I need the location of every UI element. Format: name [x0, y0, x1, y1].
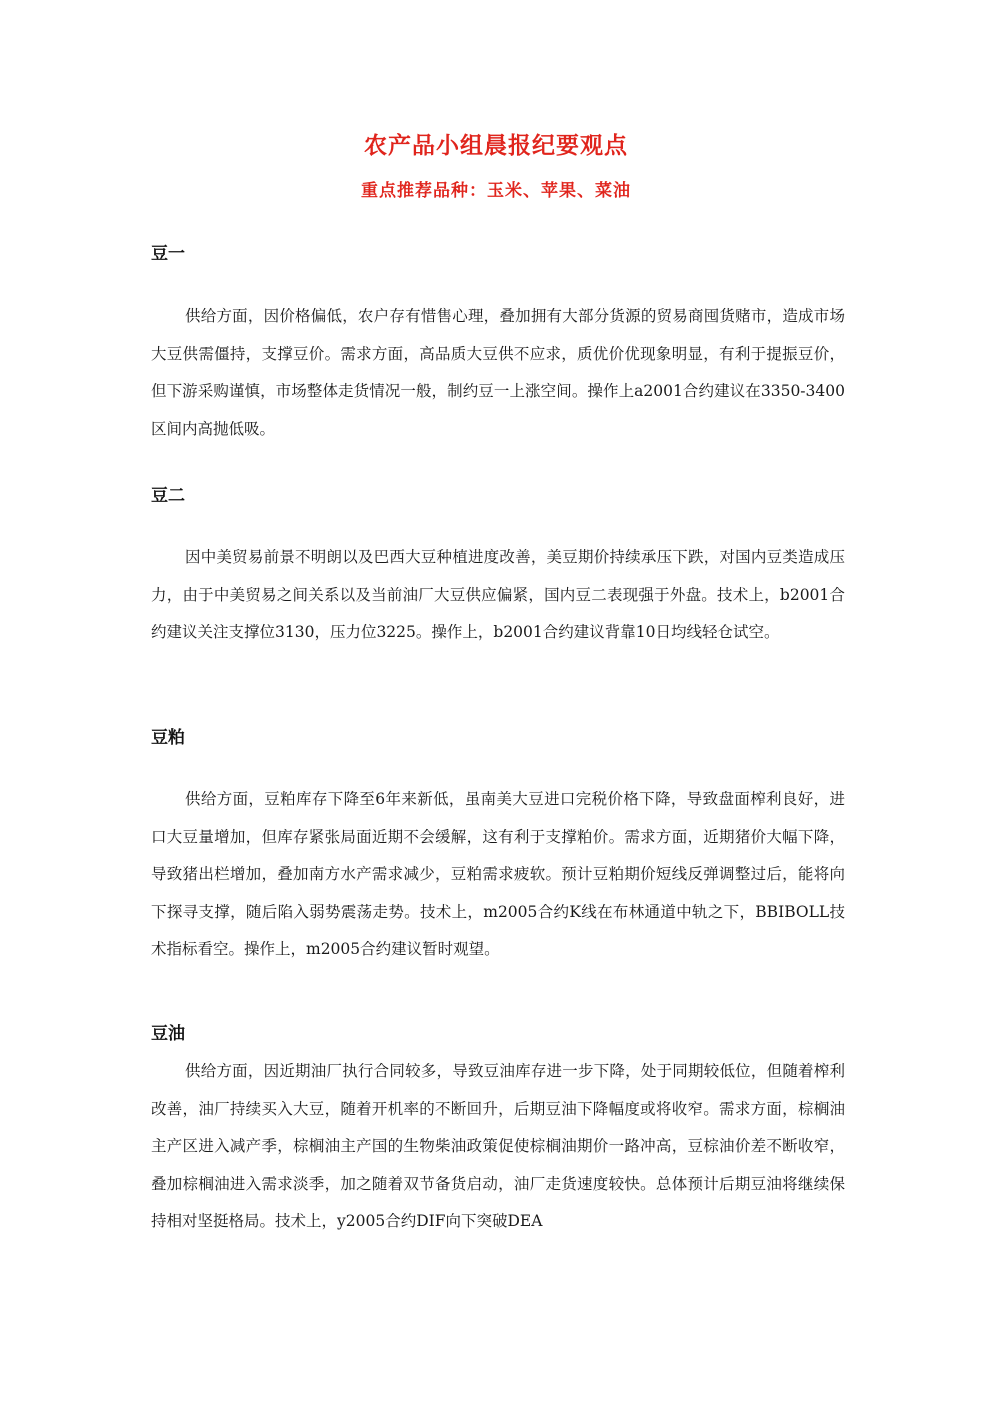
section-body-douyou: 供给方面，因近期油厂执行合同较多，导致豆油库存进一步下降，处于同期较低位，但随着榨利改善，油厂持续买入大豆，随着开机率的不断回升，后期豆油下降幅度或将收窄。需求方面，棕榈油主产区进入减产季，棕榈油主产国的生物柴油政策促使棕榈油期价一路冲高，豆棕油价差不断收窄，叠加棕榈油进入需求淡季，加之随着双节备货启动，油厂走货速度较快。总体预计后期豆油将继续保持相对坚挺格局。技术上，y2005合约DIF向下突破DEA [151, 1062, 845, 1230]
section-body-douyi: 供给方面，因价格偏低，农户存有惜售心理，叠加拥有大部分货源的贸易商囤货赌市，造成市场大豆供需僵持，支撑豆价。需求方面，高品质大豆供不应求，质优价优现象明显，有利于提振豆价，但下游采购谨慎，市场整体走货情况一般，制约豆一上涨空间。操作上a2001合约建议在3350-3400区间内高抛低吸。 [151, 307, 845, 438]
section-heading-douyou: 豆油 [151, 1024, 185, 1044]
document-subtitle: 重点推荐品种：玉米、苹果、菜油 [361, 181, 631, 201]
section-body-douer: 因中美贸易前景不明朗以及巴西大豆种植进度改善，美豆期价持续承压下跌，对国内豆类造成压力，由于中美贸易之间关系以及当前油厂大豆供应偏紧，国内豆二表现强于外盘。技术上，b2001合约建议关注支撑位3130，压力位3225。操作上，b2001合约建议背靠10日均线轻仓试空。 [151, 548, 845, 641]
section-heading-douyi: 豆一 [151, 244, 185, 264]
section-body-doupo: 供给方面，豆粕库存下降至6年来新低，虽南美大豆进口完税价格下降，导致盘面榨利良好，进口大豆量增加，但库存紧张局面近期不会缓解，这有利于支撑粕价。需求方面，近期猪价大幅下降，导致猪出栏增加，叠加南方水产需求减少，豆粕需求疲软。预计豆粕期价短线反弹调整过后，能将向下探寻支撑，随后陷入弱势震荡走势。技术上，m2005合约K线在布林通道中轨之下，BBIBOLL技术指标看空。操作上，m2005合约建议暂时观望。 [151, 790, 845, 958]
document-title: 农产品小组晨报纪要观点 [364, 133, 628, 159]
section-heading-douer: 豆二 [151, 486, 185, 506]
section-heading-doupo: 豆粕 [151, 728, 185, 748]
